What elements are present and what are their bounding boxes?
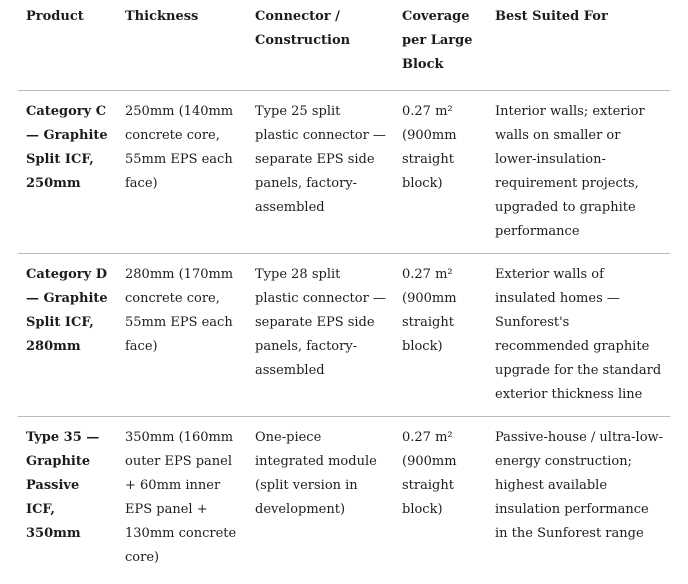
header-row [18,0,670,91]
table-row [18,91,670,254]
cell-best-suited: Exterior walls of insulated homes — Sunforest's recommended graphite upgrade for the standard exterior thickness line [495,267,662,402]
header-product: Product [26,9,84,24]
cell-product: Category C — Graphite Split ICF, 250mm [26,104,108,191]
cell-coverage: 0.27 m² (900mm straight block) [402,104,457,191]
cell-connector: Type 28 split plastic connector — separate EPS side panels, factory-assembled [255,267,386,378]
product-comparison-table [18,0,670,579]
header-thickness: Thickness [125,9,199,24]
cell-thickness: 280mm (170mm concrete core, 55mm EPS each face) [125,267,234,354]
header-connector: Connector / Construction [255,9,351,48]
cell-connector: One-piece integrated module (split version in development) [255,430,377,517]
cell-best-suited: Interior walls; exterior walls on smaller or lower-insulation-requirement projects, upgraded to graphite performance [495,104,645,239]
table-row [18,417,670,580]
cell-product: Category D — Graphite Split ICF, 280mm [26,267,108,354]
cell-thickness: 250mm (140mm concrete core, 55mm EPS each face) [125,104,234,191]
cell-product: Type 35 — Graphite Passive ICF, 350mm [26,430,100,541]
header-best-suited: Best Suited For [495,9,608,24]
cell-coverage: 0.27 m² (900mm straight block) [402,430,457,517]
cell-best-suited: Passive-house / ultra-low-energy construction; highest available insulation performance in the Sunforest range [495,430,664,541]
cell-connector: Type 25 split plastic connector — separate EPS side panels, factory-assembled [255,104,386,215]
table-row [18,254,670,417]
header-coverage: Coverage per Large Block [402,9,473,72]
cell-thickness: 350mm (160mm outer EPS panel + 60mm inner EPS panel + 130mm concrete core) [125,430,237,565]
cell-coverage: 0.27 m² (900mm straight block) [402,267,457,354]
